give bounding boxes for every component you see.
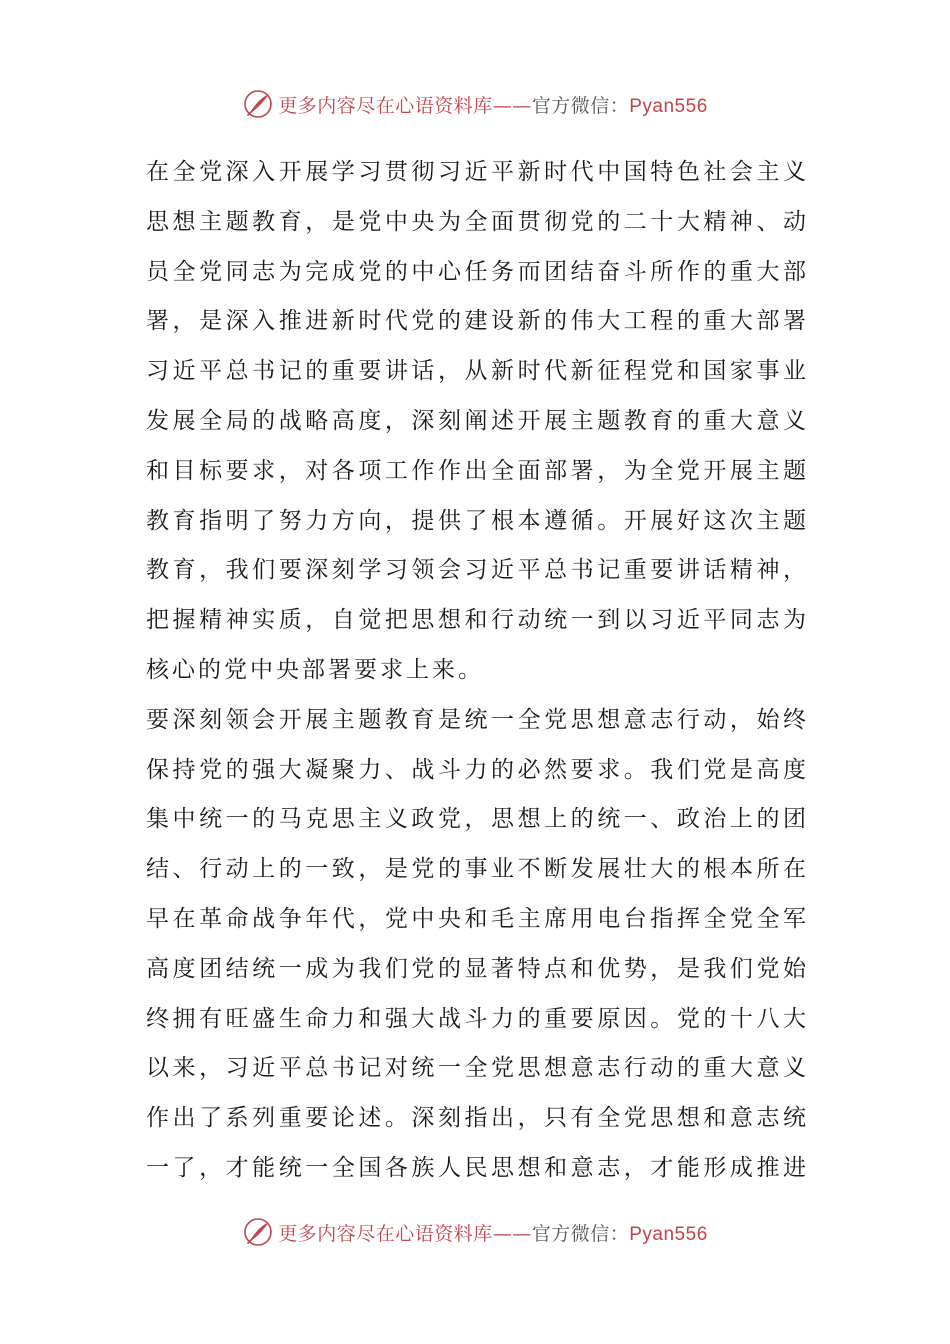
text-line: 发展全局的战略高度，深刻阐述开展主题教育的重大意义 <box>146 407 806 434</box>
text-line: 集中统一的马克思主义政党，思想上的统一、政治上的团 <box>146 806 806 833</box>
text-line: 在全党深入开展学习贯彻习近平新时代中国特色社会主义 <box>146 159 806 185</box>
quill-logo-icon <box>242 88 274 120</box>
text-line: 把握精神实质，自觉把思想和行动统一到以习近平同志为 <box>146 607 806 634</box>
quill-logo-icon <box>242 1216 274 1248</box>
footer-watermark <box>0 1212 950 1252</box>
text-line: 教育，我们要深刻学习领会习近平总书记重要讲话精神， <box>146 557 806 584</box>
text-line: 作出了系列重要论述。深刻指出，只有全党思想和意志统 <box>146 1105 806 1132</box>
text-line: 教育指明了努力方向，提供了根本遵循。开展好这次主题 <box>146 507 806 534</box>
watermark-text: 更多内容尽在心语资料库——官方微信：Pyan556 <box>278 1222 708 1245</box>
text-line: 习近平总书记的重要讲话，从新时代新征程党和国家事业 <box>146 358 806 385</box>
watermark-text: 更多内容尽在心语资料库——官方微信：Pyan556 <box>278 94 708 117</box>
header-watermark <box>0 84 950 124</box>
text-line: 高度团结统一成为我们党的显著特点和优势，是我们党始 <box>146 955 806 982</box>
paragraph-2 <box>146 696 806 1194</box>
text-line: 以来，习近平总书记对统一全党思想意志行动的重大意义 <box>146 1055 806 1082</box>
text-line: 一了，才能统一全国各族人民思想和意志，才能形成推进 <box>146 1154 806 1181</box>
text-line: 结、行动上的一致，是党的事业不断发展壮大的根本所在 <box>146 856 806 883</box>
text-line: 终拥有旺盛生命力和强大战斗力的重要原因。党的十八大 <box>146 1005 806 1032</box>
text-line: 保持党的强大凝聚力、战斗力的必然要求。我们党是高度 <box>146 756 806 783</box>
document-body <box>146 148 806 1194</box>
paragraph-1 <box>146 148 806 696</box>
text-line: 要深刻领会开展主题教育是统一全党思想意志行动，始终 <box>146 706 806 733</box>
text-line: 员全党同志为完成党的中心任务而团结奋斗所作的重大部 <box>146 258 806 285</box>
text-line: 核心的党中央部署要求上来。 <box>146 656 484 683</box>
text-line: 思想主题教育，是党中央为全面贯彻党的二十大精神、动 <box>146 208 806 235</box>
text-line: 署，是深入推进新时代党的建设新的伟大工程的重大部署 <box>146 308 806 335</box>
text-line: 和目标要求，对各项工作作出全面部署，为全党开展主题 <box>146 457 806 484</box>
text-line: 早在革命战争年代，党中央和毛主席用电台指挥全党全军 <box>146 905 806 932</box>
